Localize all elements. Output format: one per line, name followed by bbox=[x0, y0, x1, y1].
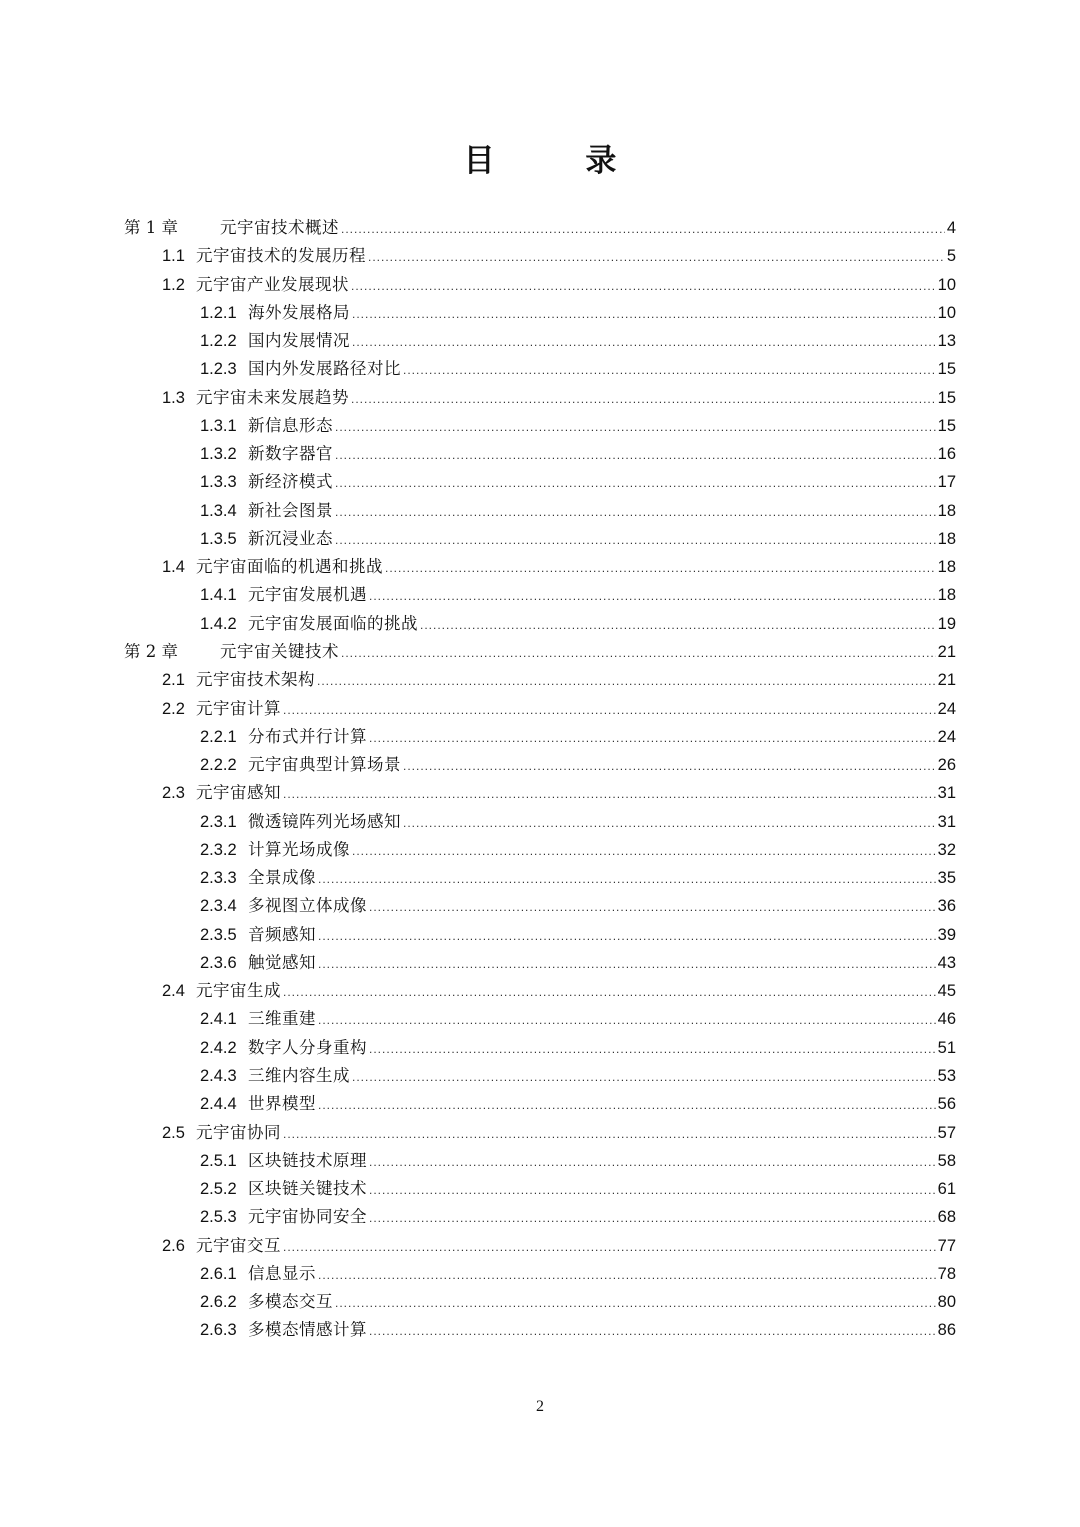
toc-entry-page: 18 bbox=[937, 586, 956, 605]
toc-entry-title: 新经济模式 bbox=[248, 472, 333, 492]
toc-entry-number: 1.3 bbox=[162, 388, 185, 407]
toc-entry[interactable] bbox=[124, 214, 956, 242]
toc-entry[interactable] bbox=[124, 610, 956, 638]
toc-entry-number: 1.3.3 bbox=[200, 473, 237, 492]
toc-entry-page: 24 bbox=[937, 727, 956, 746]
toc-entry[interactable] bbox=[124, 1175, 956, 1203]
toc-entry-title: 元宇宙技术的发展历程 bbox=[196, 246, 366, 266]
toc-dot-leader bbox=[369, 1176, 936, 1204]
toc-entry-page: 15 bbox=[937, 360, 956, 379]
toc-entry-title: 分布式并行计算 bbox=[248, 726, 367, 746]
toc-entry-number: 2.2.2 bbox=[200, 756, 237, 775]
toc-entry-title: 元宇宙发展面临的挑战 bbox=[248, 613, 418, 633]
toc-entry-title: 元宇宙关键技术 bbox=[220, 641, 339, 661]
toc-dot-leader bbox=[283, 1233, 936, 1261]
toc-dot-leader bbox=[369, 893, 936, 921]
page-title: 目 录 bbox=[463, 143, 657, 179]
toc-entry-title: 元宇宙典型计算场景 bbox=[248, 755, 401, 775]
toc-entry-title: 元宇宙产业发展现状 bbox=[196, 274, 349, 294]
toc-entry[interactable] bbox=[124, 1090, 956, 1118]
toc-entry-number: 1.1 bbox=[162, 247, 185, 266]
toc-entry[interactable] bbox=[124, 355, 956, 383]
toc-entry-title: 计算光场成像 bbox=[248, 839, 350, 859]
toc-entry-number: 2.2 bbox=[162, 699, 185, 718]
toc-entry-page: 10 bbox=[937, 275, 956, 294]
toc-entry-number: 2.3.4 bbox=[200, 897, 237, 916]
toc-entry-page: 17 bbox=[937, 473, 956, 492]
toc-dot-leader bbox=[318, 1006, 936, 1034]
toc-entry-number: 2.5.2 bbox=[200, 1180, 237, 1199]
toc-entry-title: 元宇宙计算 bbox=[196, 698, 281, 718]
toc-dot-leader bbox=[369, 1035, 936, 1063]
toc-entry[interactable] bbox=[124, 779, 956, 807]
toc-entry[interactable] bbox=[124, 384, 956, 412]
toc-entry-page: 5 bbox=[946, 247, 956, 266]
toc-dot-leader bbox=[283, 978, 936, 1006]
toc-entry-title: 触觉感知 bbox=[248, 952, 316, 972]
toc-entry-page: 78 bbox=[937, 1264, 956, 1283]
toc-entry-number: 1.2.1 bbox=[200, 303, 237, 322]
toc-entry[interactable] bbox=[124, 1147, 956, 1175]
toc-dot-leader bbox=[341, 639, 936, 667]
toc-dot-leader bbox=[403, 356, 936, 384]
toc-entry-page: 32 bbox=[937, 840, 956, 859]
toc-dot-leader bbox=[318, 922, 936, 950]
toc-entry-title: 元宇宙技术概述 bbox=[220, 218, 339, 237]
toc-dot-leader bbox=[335, 441, 936, 469]
toc-entry-number: 第 2 章 bbox=[124, 641, 178, 661]
toc-entry-page: 21 bbox=[937, 671, 956, 690]
toc-entry-title: 多模态情感计算 bbox=[248, 1320, 367, 1340]
toc-dot-leader bbox=[318, 950, 936, 978]
toc-entry-title: 新沉浸业态 bbox=[248, 528, 333, 548]
toc-entry-number: 1.3.1 bbox=[200, 416, 237, 435]
toc-entry-number: 2.4.2 bbox=[200, 1038, 237, 1057]
toc-entry[interactable] bbox=[124, 242, 956, 270]
toc-entry-title: 数字人分身重构 bbox=[248, 1037, 367, 1057]
toc-dot-leader bbox=[318, 1261, 936, 1289]
toc-entry-title: 元宇宙面临的机遇和挑战 bbox=[196, 557, 383, 577]
toc-dot-leader bbox=[351, 272, 936, 300]
toc-entry-number: 2.6.2 bbox=[200, 1293, 237, 1312]
toc-entry-number: 2.3 bbox=[162, 784, 185, 803]
toc-entry-number: 1.4.1 bbox=[200, 586, 237, 605]
toc-entry-number: 1.3.2 bbox=[200, 445, 237, 464]
toc-entry-number: 2.4 bbox=[162, 982, 185, 1001]
toc-entry-number: 2.5.1 bbox=[200, 1151, 237, 1170]
toc-entry-title: 信息显示 bbox=[248, 1263, 316, 1283]
toc-dot-leader bbox=[283, 696, 936, 724]
toc-entry[interactable] bbox=[124, 666, 956, 694]
toc-dot-leader bbox=[335, 469, 936, 497]
toc-entry-page: 58 bbox=[937, 1151, 956, 1170]
toc-entry[interactable] bbox=[124, 497, 956, 525]
toc-dot-leader bbox=[420, 611, 936, 639]
toc-dot-leader bbox=[318, 865, 936, 893]
toc-entry-page: 16 bbox=[937, 445, 956, 464]
toc-dot-leader bbox=[369, 724, 936, 752]
toc-dot-leader bbox=[369, 1317, 936, 1345]
toc-entry-title: 多模态交互 bbox=[248, 1292, 333, 1312]
toc-entry-title: 微透镜阵列光场感知 bbox=[248, 811, 401, 831]
toc-entry-page: 77 bbox=[937, 1236, 956, 1255]
toc-dot-leader bbox=[317, 667, 936, 695]
toc-entry[interactable] bbox=[124, 525, 956, 553]
toc-dot-leader bbox=[368, 243, 945, 271]
toc-entry-number: 2.6.1 bbox=[200, 1264, 237, 1283]
toc-entry[interactable] bbox=[124, 638, 956, 666]
toc-entry-title: 元宇宙生成 bbox=[196, 981, 281, 1001]
toc-entry-number: 2.5.3 bbox=[200, 1208, 237, 1227]
toc-dot-leader bbox=[351, 385, 936, 413]
toc-entry[interactable] bbox=[124, 1288, 956, 1316]
toc-entry-page: 31 bbox=[937, 784, 956, 803]
toc-dot-leader bbox=[403, 809, 936, 837]
toc-dot-leader bbox=[369, 1148, 936, 1176]
toc-entry[interactable] bbox=[124, 751, 956, 779]
toc-entry-number: 1.3.4 bbox=[200, 501, 237, 520]
toc-entry-title: 世界模型 bbox=[248, 1094, 316, 1114]
toc-dot-leader bbox=[283, 1120, 936, 1148]
toc-entry-number: 1.2.2 bbox=[200, 332, 237, 351]
toc-entry-title: 区块链技术原理 bbox=[248, 1150, 367, 1170]
toc-dot-leader bbox=[283, 780, 936, 808]
toc-entry-number: 2.5 bbox=[162, 1123, 185, 1142]
toc-entry[interactable] bbox=[124, 327, 956, 355]
toc-entry-title: 国内外发展路径对比 bbox=[248, 359, 401, 379]
toc-dot-leader bbox=[335, 413, 936, 441]
toc-entry[interactable] bbox=[124, 1034, 956, 1062]
page-number: 2 bbox=[536, 1398, 544, 1415]
toc-entry-number: 2.6 bbox=[162, 1236, 185, 1255]
toc-entry-page: 57 bbox=[937, 1123, 956, 1142]
toc-entry-title: 元宇宙未来发展趋势 bbox=[196, 387, 349, 407]
toc-dot-leader bbox=[341, 215, 945, 243]
toc-dot-leader bbox=[352, 300, 936, 328]
toc-entry-title: 三维重建 bbox=[248, 1009, 316, 1029]
toc-entry-title: 元宇宙技术架构 bbox=[196, 670, 315, 690]
toc-dot-leader bbox=[385, 554, 936, 582]
toc-entry-title: 元宇宙感知 bbox=[196, 783, 281, 803]
toc-entry-title: 元宇宙协同 bbox=[196, 1122, 281, 1142]
toc-entry-page: 31 bbox=[937, 812, 956, 831]
toc-entry-number: 2.2.1 bbox=[200, 727, 237, 746]
toc-entry[interactable] bbox=[124, 412, 956, 440]
toc-entry-page: 36 bbox=[937, 897, 956, 916]
toc-entry-page: 86 bbox=[937, 1321, 956, 1340]
toc-dot-leader bbox=[335, 526, 936, 554]
toc-dot-leader bbox=[403, 752, 936, 780]
toc-entry[interactable] bbox=[124, 864, 956, 892]
toc-entry[interactable] bbox=[124, 468, 956, 496]
toc-entry-page: 26 bbox=[937, 756, 956, 775]
toc-entry-title: 元宇宙协同安全 bbox=[248, 1207, 367, 1227]
toc-entry[interactable] bbox=[124, 553, 956, 581]
toc-entry[interactable] bbox=[124, 1260, 956, 1288]
toc-entry-page: 15 bbox=[937, 388, 956, 407]
toc-entry-page: 39 bbox=[937, 925, 956, 944]
toc-entry-number: 第 1 章 bbox=[124, 218, 178, 237]
toc-entry-number: 2.6.3 bbox=[200, 1321, 237, 1340]
toc-dot-leader bbox=[352, 837, 936, 865]
toc-entry-page: 53 bbox=[937, 1066, 956, 1085]
toc-entry-page: 35 bbox=[937, 869, 956, 888]
toc-entry-number: 2.1 bbox=[162, 671, 185, 690]
toc-entry-number: 1.2 bbox=[162, 275, 185, 294]
toc-entry-number: 2.3.3 bbox=[200, 869, 237, 888]
toc-entry-page: 15 bbox=[937, 416, 956, 435]
toc-entry-page: 21 bbox=[937, 642, 956, 661]
toc-entry[interactable] bbox=[124, 1119, 956, 1147]
toc-dot-leader bbox=[369, 582, 936, 610]
toc-entry-page: 80 bbox=[937, 1293, 956, 1312]
toc-entry-number: 2.3.5 bbox=[200, 925, 237, 944]
toc-entry-page: 4 bbox=[946, 219, 956, 237]
toc-entry-number: 2.3.2 bbox=[200, 840, 237, 859]
toc-entry-title: 新数字器官 bbox=[248, 444, 333, 464]
toc-entry-title: 三维内容生成 bbox=[248, 1065, 350, 1085]
toc-entry-title: 元宇宙发展机遇 bbox=[248, 585, 367, 605]
toc-dot-leader bbox=[318, 1091, 936, 1119]
toc-entry-number: 1.3.5 bbox=[200, 529, 237, 548]
toc-entry[interactable] bbox=[124, 440, 956, 468]
toc-entry-page: 13 bbox=[937, 332, 956, 351]
toc-entry[interactable] bbox=[124, 695, 956, 723]
toc-entry-title: 海外发展格局 bbox=[248, 302, 350, 322]
toc-entry-title: 新社会图景 bbox=[248, 500, 333, 520]
toc-entry-number: 1.4.2 bbox=[200, 614, 237, 633]
toc-entry[interactable] bbox=[124, 921, 956, 949]
toc-entry-number: 2.3.1 bbox=[200, 812, 237, 831]
toc-entry[interactable] bbox=[124, 1232, 956, 1260]
toc-entry-title: 多视图立体成像 bbox=[248, 896, 367, 916]
toc-entry[interactable] bbox=[124, 892, 956, 920]
toc-entry-page: 45 bbox=[937, 982, 956, 1001]
toc-entry-number: 2.4.1 bbox=[200, 1010, 237, 1029]
toc-entry-title: 新信息形态 bbox=[248, 415, 333, 435]
toc-entry[interactable] bbox=[124, 1005, 956, 1033]
toc-entry-page: 18 bbox=[937, 529, 956, 548]
toc-dot-leader bbox=[352, 328, 936, 356]
toc-entry-page: 61 bbox=[937, 1180, 956, 1199]
toc-entry[interactable] bbox=[124, 723, 956, 751]
toc-entry[interactable] bbox=[124, 949, 956, 977]
toc-entry-title: 元宇宙交互 bbox=[196, 1235, 281, 1255]
toc-entry-page: 10 bbox=[937, 303, 956, 322]
toc-entry[interactable] bbox=[124, 1316, 956, 1344]
toc-entry-page: 68 bbox=[937, 1208, 956, 1227]
toc-entry[interactable] bbox=[124, 977, 956, 1005]
table-of-contents bbox=[124, 214, 956, 1345]
toc-entry-page: 18 bbox=[937, 501, 956, 520]
toc-entry[interactable] bbox=[124, 1203, 956, 1231]
toc-entry-page: 24 bbox=[937, 699, 956, 718]
toc-entry-title: 国内发展情况 bbox=[248, 331, 350, 351]
toc-dot-leader bbox=[369, 1204, 936, 1232]
toc-entry-page: 46 bbox=[937, 1010, 956, 1029]
toc-entry[interactable] bbox=[124, 271, 956, 299]
toc-entry-number: 2.4.4 bbox=[200, 1095, 237, 1114]
toc-entry-number: 1.2.3 bbox=[200, 360, 237, 379]
toc-entry[interactable] bbox=[124, 836, 956, 864]
toc-dot-leader bbox=[335, 1289, 936, 1317]
toc-entry[interactable] bbox=[124, 581, 956, 609]
toc-entry[interactable] bbox=[124, 1062, 956, 1090]
toc-entry-page: 43 bbox=[937, 953, 956, 972]
toc-entry-number: 2.3.6 bbox=[200, 953, 237, 972]
toc-entry[interactable] bbox=[124, 808, 956, 836]
toc-entry-title: 全景成像 bbox=[248, 868, 316, 888]
toc-dot-leader bbox=[335, 498, 936, 526]
toc-entry[interactable] bbox=[124, 299, 956, 327]
toc-entry-page: 51 bbox=[937, 1038, 956, 1057]
toc-dot-leader bbox=[352, 1063, 936, 1091]
toc-entry-page: 19 bbox=[937, 614, 956, 633]
toc-entry-page: 56 bbox=[937, 1095, 956, 1114]
toc-entry-title: 区块链关键技术 bbox=[248, 1179, 367, 1199]
toc-entry-number: 2.4.3 bbox=[200, 1066, 237, 1085]
toc-entry-number: 1.4 bbox=[162, 558, 185, 577]
toc-entry-title: 音频感知 bbox=[248, 924, 316, 944]
toc-entry-page: 18 bbox=[937, 558, 956, 577]
